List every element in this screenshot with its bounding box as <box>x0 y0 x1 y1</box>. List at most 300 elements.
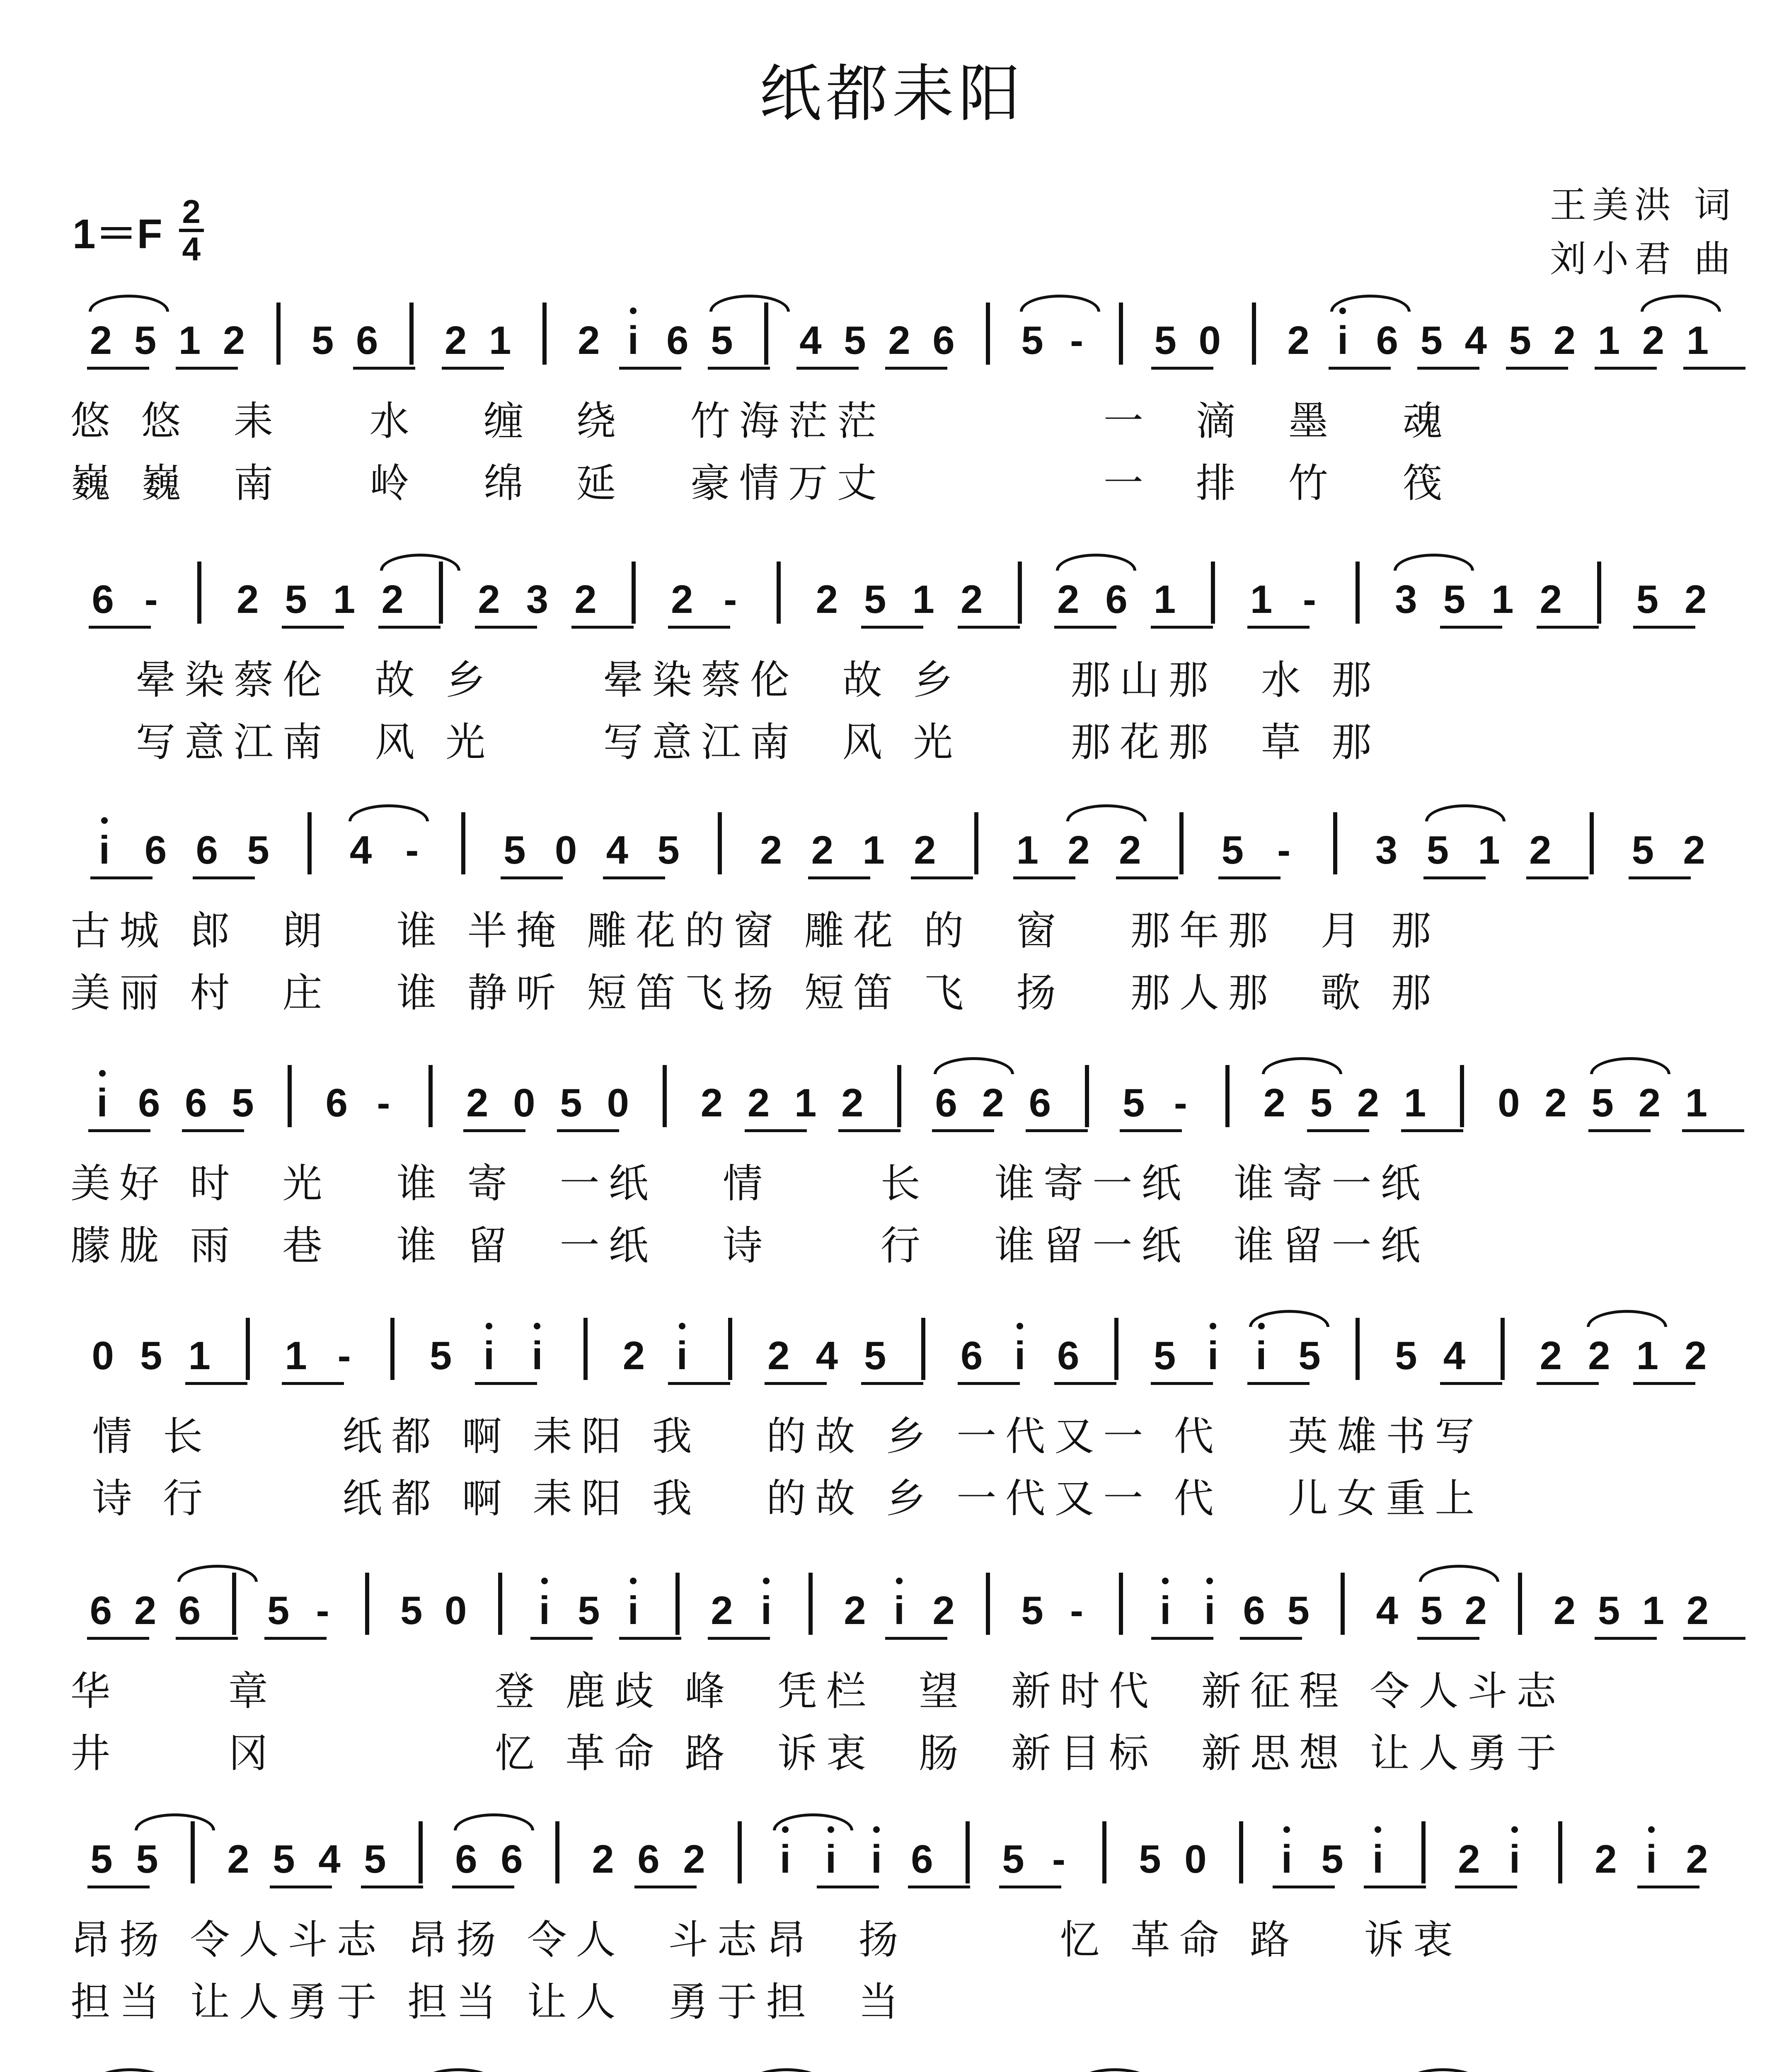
lyric-line: 朦胧 雨 巷 谁 留 一纸 诗 行 谁留一纸 谁留一纸 <box>70 1222 1430 1269</box>
lyric-line: 巍 巍 南 岭 绵 延 豪情万丈 一 排 竹 筏 <box>70 460 1452 506</box>
note: 5 <box>247 828 269 872</box>
octave-dot <box>1206 1578 1213 1584</box>
barline <box>986 303 990 365</box>
beam-underline <box>908 1886 970 1888</box>
barline <box>974 812 978 874</box>
barline <box>409 303 414 365</box>
barline <box>1239 1821 1243 1883</box>
beam-underline <box>634 1886 697 1888</box>
barline <box>276 303 281 365</box>
barline <box>498 1573 502 1635</box>
note: 5 <box>136 1837 158 1881</box>
beam-underline <box>708 367 770 370</box>
beam-underline <box>745 1129 807 1132</box>
note: 2 <box>711 1588 733 1633</box>
note: 2 <box>683 1837 705 1881</box>
note: 1 <box>862 828 885 872</box>
note: 5 <box>1287 1588 1310 1633</box>
note: 2 <box>1540 577 1562 622</box>
time-signature-top: 2 <box>182 193 201 230</box>
note: 5 <box>90 1837 113 1881</box>
slur <box>1587 1310 1667 1327</box>
dash-extension: - <box>1070 1588 1084 1633</box>
note: 2 <box>1540 1334 1562 1378</box>
barline <box>1356 1318 1360 1380</box>
octave-dot <box>1017 1323 1023 1329</box>
note: 5 <box>400 1588 423 1633</box>
beam-underline <box>911 876 973 879</box>
barline <box>718 812 722 874</box>
note: 6 <box>1029 1081 1051 1125</box>
note: 5 <box>1123 1081 1145 1125</box>
note: 1 <box>188 1334 211 1378</box>
note-row <box>70 808 1728 870</box>
slur <box>1425 804 1506 821</box>
note: 2 <box>671 577 693 622</box>
octave-dot <box>1375 1826 1381 1833</box>
note: 5 <box>1443 577 1466 622</box>
note: i <box>627 318 639 363</box>
octave-dot <box>101 817 108 824</box>
beam-underline <box>270 1886 332 1888</box>
note: 5 <box>1420 318 1443 363</box>
note: 5 <box>1509 318 1532 363</box>
note: 2 <box>223 318 245 363</box>
note: 5 <box>273 1837 295 1881</box>
barline <box>1102 1821 1106 1883</box>
barline <box>1252 303 1256 365</box>
octave-dot <box>679 1323 685 1329</box>
beam-underline <box>1417 367 1479 370</box>
note: i <box>539 1588 550 1633</box>
note: 5 <box>134 318 157 363</box>
barline <box>1501 1318 1505 1380</box>
note: i <box>97 1081 108 1125</box>
note: 2 <box>811 828 834 872</box>
beam-underline <box>1440 1382 1502 1385</box>
slur <box>1075 2068 1155 2072</box>
note: 6 <box>185 1081 207 1125</box>
barline <box>390 1318 395 1380</box>
dash-extension: - <box>144 577 158 622</box>
barline <box>808 1573 813 1635</box>
note: 5 <box>1221 828 1244 872</box>
note: 5 <box>1310 1081 1332 1125</box>
barline <box>439 562 443 624</box>
note: 1 <box>912 577 934 622</box>
barline <box>777 562 781 624</box>
note: 4 <box>1464 318 1487 363</box>
music-system <box>70 808 1728 1016</box>
beam-underline <box>185 1382 247 1385</box>
barline <box>365 1573 369 1635</box>
beam-underline <box>90 876 152 879</box>
note: 4 <box>606 828 629 872</box>
note: i <box>1207 1334 1219 1378</box>
beam-underline <box>1683 1637 1745 1640</box>
beam-underline <box>619 367 681 370</box>
note: 2 <box>1067 828 1090 872</box>
slur <box>1641 295 1721 312</box>
note: 5 <box>311 318 334 363</box>
note: 2 <box>381 577 404 622</box>
beam-underline <box>1013 876 1075 879</box>
slur <box>1590 1057 1670 1074</box>
note: i <box>1014 1334 1026 1378</box>
note: 2 <box>1544 1081 1567 1125</box>
page-title: 纸都耒阳 <box>759 58 1025 130</box>
note: 2 <box>700 1081 723 1125</box>
key-signature <box>73 195 204 266</box>
dash-extension: - <box>377 1081 390 1125</box>
beam-underline <box>885 1637 947 1640</box>
note: 5 <box>1426 828 1449 872</box>
lyric-line: 古城 郎 朗 谁 半掩 雕花的窗 雕花 的 窗 那年那 月 那 <box>70 908 1440 954</box>
note: 2 <box>1588 1334 1610 1378</box>
note: 1 <box>1642 1588 1665 1633</box>
barline <box>764 303 768 365</box>
note: 1 <box>333 577 356 622</box>
note: i <box>532 1334 543 1378</box>
beam-underline <box>619 1637 681 1640</box>
beam-underline <box>1151 626 1213 629</box>
note: 6 <box>455 1837 477 1881</box>
barline <box>583 1318 588 1380</box>
rest: 0 <box>445 1588 467 1633</box>
barline <box>1590 812 1594 874</box>
slur <box>1419 1565 1499 1582</box>
note: 6 <box>138 1081 160 1125</box>
beam-underline <box>1120 1129 1182 1132</box>
note: 4 <box>349 828 372 872</box>
note: 2 <box>1057 577 1080 622</box>
note: 6 <box>501 1837 523 1881</box>
dash-extension: - <box>1070 318 1084 363</box>
beam-underline <box>668 626 730 629</box>
beam-underline <box>88 1129 150 1132</box>
note: 1 <box>489 318 511 363</box>
barline <box>1356 562 1360 624</box>
beam-underline <box>932 1129 994 1132</box>
note: 4 <box>318 1837 341 1881</box>
music-system <box>70 1817 1728 2025</box>
barline <box>1225 1065 1230 1127</box>
beam-underline <box>353 367 415 370</box>
lyric-line: 美丽 村 庄 谁 静听 短笛飞扬 短笛 飞 扬 那人那 歌 那 <box>70 970 1440 1016</box>
beam-underline <box>1629 876 1691 879</box>
credits <box>1550 178 1736 286</box>
barline <box>1211 562 1215 624</box>
note: i <box>1646 1837 1657 1881</box>
octave-dot <box>534 1323 540 1329</box>
note: 2 <box>982 1081 1004 1125</box>
beam-underline <box>1054 626 1116 629</box>
note: 6 <box>1243 1588 1265 1633</box>
lyric-line: 井 冈 忆 革命 路 诉衷 肠 新目标 新思想 让人勇于 <box>70 1730 1566 1777</box>
lyric-line: 情 长 纸都 啊 耒阳 我 的故 乡 一代又一 代 英雄书写 <box>70 1413 1484 1460</box>
note: 2 <box>914 828 936 872</box>
beam-underline <box>1329 367 1391 370</box>
note: i <box>483 1334 495 1378</box>
note: 5 <box>560 1081 582 1125</box>
note: 5 <box>1321 1837 1343 1881</box>
barline <box>1018 562 1022 624</box>
note: 1 <box>1598 318 1620 363</box>
dash-extension: - <box>405 828 419 872</box>
beam-underline <box>1526 876 1588 879</box>
note: 2 <box>844 1588 866 1633</box>
note: 2 <box>1685 1334 1707 1378</box>
note: 6 <box>1105 577 1128 622</box>
note: i <box>1281 1837 1293 1881</box>
note: 2 <box>134 1588 157 1633</box>
note: 1 <box>1404 1081 1426 1125</box>
rest: 0 <box>554 828 577 872</box>
beam-underline <box>1633 626 1695 629</box>
note: 5 <box>1636 577 1658 622</box>
note: 5 <box>1420 1588 1443 1633</box>
beam-underline <box>861 1382 923 1385</box>
note: 1 <box>1491 577 1514 622</box>
note: 5 <box>267 1588 290 1633</box>
octave-dot <box>1283 1826 1290 1833</box>
note: i <box>871 1837 882 1881</box>
slur <box>1020 295 1100 312</box>
octave-dot <box>1210 1323 1216 1329</box>
dash-extension: - <box>1303 577 1316 622</box>
barline <box>728 1318 732 1380</box>
note: 2 <box>888 318 910 363</box>
beam-underline <box>1054 1382 1116 1385</box>
slur <box>349 804 429 821</box>
slur <box>1056 554 1136 571</box>
note: 1 <box>1153 577 1176 622</box>
note: 2 <box>578 318 600 363</box>
music-system <box>70 557 1728 765</box>
slur <box>135 1813 215 1830</box>
barline <box>1085 1065 1089 1127</box>
note: 2 <box>1595 1837 1617 1881</box>
beam-underline <box>1307 1129 1369 1132</box>
beam-underline <box>1455 1886 1517 1888</box>
note: 1 <box>1686 318 1709 363</box>
note-row <box>70 1817 1728 1879</box>
note: i <box>1509 1837 1520 1881</box>
octave-dot <box>873 1826 880 1833</box>
barline <box>288 1065 292 1127</box>
dash-extension: - <box>724 577 737 622</box>
barline <box>1341 1573 1345 1635</box>
beam-underline <box>1595 1637 1657 1640</box>
note: i <box>1159 1588 1171 1633</box>
note: 6 <box>178 1588 201 1633</box>
note: 5 <box>864 577 886 622</box>
note: 2 <box>1686 1837 1708 1881</box>
barline <box>1333 812 1337 874</box>
slur <box>454 1813 534 1830</box>
note: 6 <box>356 318 378 363</box>
beam-underline <box>475 626 537 629</box>
barline <box>419 1821 423 1883</box>
note: 1 <box>1685 1081 1708 1125</box>
barline <box>555 1821 559 1883</box>
dash-extension: - <box>1277 828 1291 872</box>
note: 5 <box>1139 1837 1161 1881</box>
note: 1 <box>1636 1334 1658 1378</box>
note: 2 <box>236 577 259 622</box>
note: i <box>760 1588 772 1633</box>
beam-underline <box>282 1382 344 1385</box>
note: 2 <box>90 318 112 363</box>
note: i <box>1204 1588 1215 1633</box>
note: 6 <box>637 1837 660 1881</box>
beam-underline <box>817 1886 879 1888</box>
beam-underline <box>1240 1637 1302 1640</box>
note: 2 <box>767 1334 790 1378</box>
barline <box>921 1318 925 1380</box>
lyric-line: 华 章 登 鹿歧 峰 凭栏 望 新时代 新征程 令人斗志 <box>70 1668 1566 1714</box>
beam-underline <box>1423 876 1486 879</box>
beam-underline <box>885 367 947 370</box>
note: 2 <box>961 577 983 622</box>
time-signature <box>179 195 204 266</box>
note: 2 <box>1553 1588 1576 1633</box>
slur <box>1262 1057 1342 1074</box>
note: 6 <box>144 828 167 872</box>
note: 5 <box>1298 1334 1321 1378</box>
note: 5 <box>285 577 307 622</box>
note: 5 <box>1002 1837 1024 1881</box>
note: i <box>1256 1334 1267 1378</box>
octave-dot <box>486 1323 492 1329</box>
note-row <box>70 557 1728 620</box>
barline <box>1597 562 1601 624</box>
note: 2 <box>622 1334 645 1378</box>
dash-extension: - <box>337 1334 351 1378</box>
lyric-line: 悠 悠 耒 水 缠 绕 竹海茫茫 一 滴 墨 魂 <box>70 398 1452 444</box>
note: 5 <box>503 828 526 872</box>
beam-underline <box>1595 367 1657 370</box>
note-row <box>70 298 1728 361</box>
lyric-line: 担当 让人勇于 担当 让人 勇于担 当 <box>70 1979 908 2025</box>
note: i <box>893 1588 905 1633</box>
lyric-line: 诗 行 纸都 啊 耒阳 我 的故 乡 一代又一 代 儿女重上 <box>70 1475 1484 1522</box>
beam-underline <box>571 626 634 629</box>
beam-underline <box>708 1637 770 1640</box>
beam-underline <box>1026 1129 1088 1132</box>
barline <box>232 1573 236 1635</box>
note: 5 <box>1021 1588 1043 1633</box>
barline <box>307 812 312 874</box>
note: 6 <box>1057 1334 1080 1378</box>
slur <box>177 1565 258 1582</box>
note: i <box>676 1334 688 1378</box>
barline <box>1119 1573 1123 1635</box>
note: 6 <box>932 318 955 363</box>
note: 5 <box>364 1837 386 1881</box>
octave-dot <box>1511 1826 1518 1833</box>
barline <box>738 1821 742 1883</box>
beam-underline <box>176 1637 238 1640</box>
beam-underline <box>87 1637 149 1640</box>
note: 5 <box>864 1334 886 1378</box>
note: 5 <box>1395 1334 1417 1378</box>
note: 2 <box>1642 318 1665 363</box>
note: 5 <box>429 1334 452 1378</box>
note: 1 <box>1016 828 1039 872</box>
note: i <box>99 828 110 872</box>
beam-underline <box>1151 367 1213 370</box>
beam-underline <box>182 1129 244 1132</box>
note: i <box>1372 1837 1384 1881</box>
note: 6 <box>1376 318 1398 363</box>
note: i <box>825 1837 837 1881</box>
note: 2 <box>574 577 597 622</box>
beam-underline <box>1273 1886 1335 1888</box>
note: 5 <box>844 318 866 363</box>
beam-underline <box>765 1382 827 1385</box>
note: 2 <box>466 1081 489 1125</box>
octave-dot <box>896 1578 903 1584</box>
dash-extension: - <box>316 1588 329 1633</box>
beam-underline <box>442 367 504 370</box>
note: 1 <box>794 1081 817 1125</box>
note: 5 <box>140 1334 162 1378</box>
barline <box>428 1065 433 1127</box>
note: 4 <box>816 1334 838 1378</box>
slur <box>90 2068 170 2072</box>
lyric-line: 晕染蔡伦 故 乡 晕染蔡伦 故 乡 那山那 水 那 <box>70 657 1381 703</box>
note: 5 <box>1598 1588 1620 1633</box>
slur <box>773 1813 853 1830</box>
lyric-line: 昂扬 令人斗志 昂扬 令人 斗志昂 扬 忆 革命 路 诉衷 <box>70 1917 1462 1963</box>
barline <box>1119 303 1123 365</box>
beam-underline <box>1440 626 1502 629</box>
note: 2 <box>478 577 500 622</box>
barline <box>246 1318 250 1380</box>
beam-underline <box>861 626 923 629</box>
beam-underline <box>463 1129 525 1132</box>
barline <box>191 1821 195 1883</box>
note: 5 <box>1154 318 1176 363</box>
note: 5 <box>1153 1334 1176 1378</box>
note: 2 <box>1119 828 1141 872</box>
slur <box>1066 804 1147 821</box>
slur <box>1249 1310 1329 1327</box>
lyricist: 王美洪 词 <box>1550 184 1736 226</box>
beam-underline <box>176 367 238 370</box>
barline <box>1518 1573 1522 1635</box>
beam-underline <box>796 367 859 370</box>
note: 6 <box>961 1334 983 1378</box>
beam-underline <box>452 1886 514 1888</box>
note: 2 <box>841 1081 864 1125</box>
beam-underline <box>1682 1129 1744 1132</box>
note: 2 <box>592 1837 614 1881</box>
slur <box>1394 554 1474 571</box>
barline <box>986 1573 990 1635</box>
note: i <box>779 1837 791 1881</box>
barline <box>897 1065 901 1127</box>
note: 5 <box>578 1588 600 1633</box>
note: 6 <box>92 577 114 622</box>
note: 6 <box>911 1837 933 1881</box>
note: 6 <box>935 1081 957 1125</box>
note: 2 <box>1287 318 1310 363</box>
note: 5 <box>1021 318 1043 363</box>
note: 4 <box>1443 1334 1466 1378</box>
music-system <box>70 298 1728 506</box>
